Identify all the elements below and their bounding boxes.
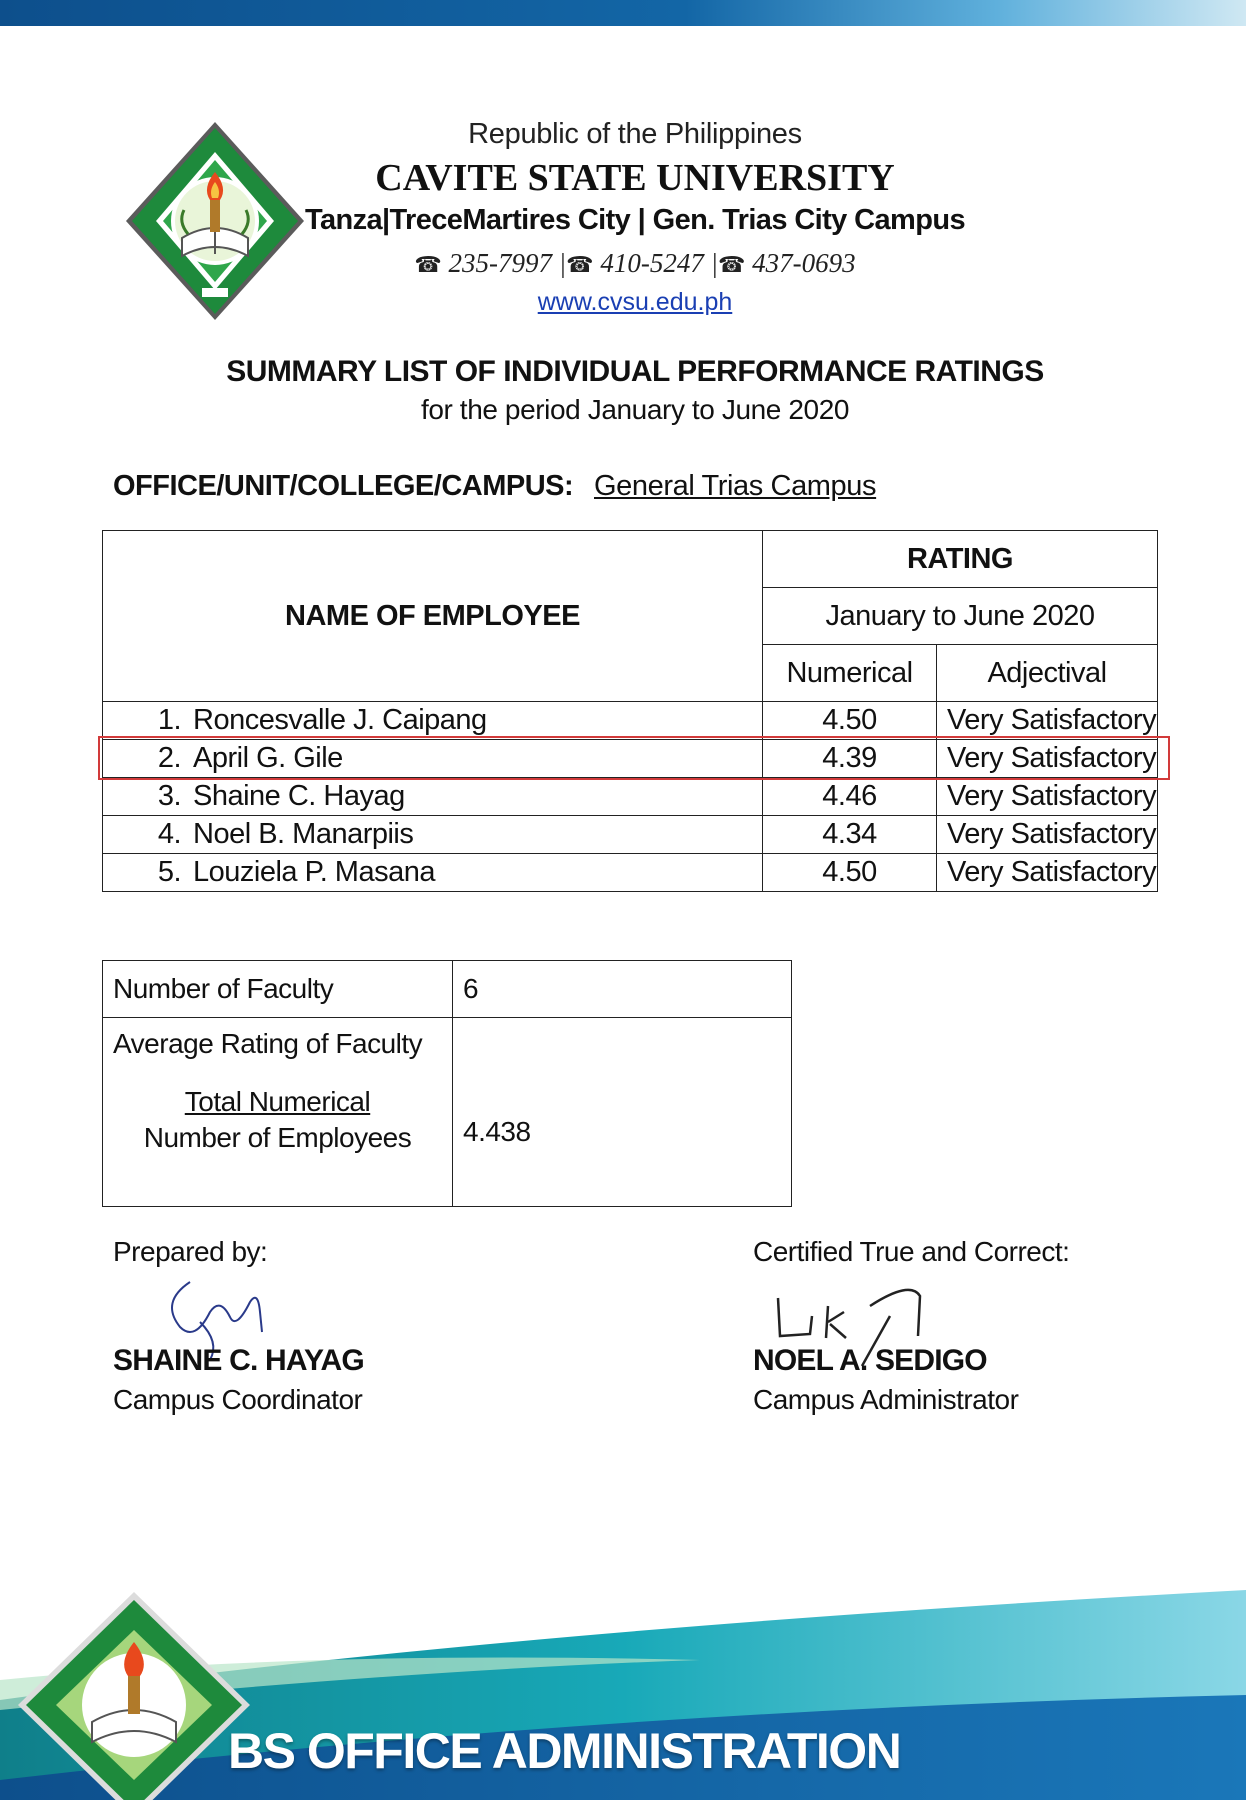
name-column-header: NAME OF EMPLOYEE: [103, 531, 763, 702]
office-value: General Trias Campus: [594, 470, 877, 502]
employee-name: Shaine C. Hayag: [193, 780, 405, 812]
numerical-rating: 4.50: [763, 854, 937, 892]
certified-by-name: NOEL A. SEDIGO: [753, 1344, 987, 1377]
table-row: [103, 778, 1158, 816]
country-heading: Republic of the Philippines: [468, 118, 802, 150]
prepared-by-label: Prepared by:: [113, 1236, 268, 1267]
numerical-column-header: Numerical: [763, 645, 937, 702]
numerical-rating: 4.34: [763, 816, 937, 854]
adjectival-rating: Very Satisfactory: [937, 854, 1158, 892]
employee-name: Roncesvalle J. Caipang: [193, 704, 487, 736]
office-label: OFFICE/UNIT/COLLEGE/CAMPUS:: [113, 470, 574, 502]
summary-table: [102, 960, 792, 1207]
program-name: BS OFFICE ADMINISTRATION: [228, 1723, 901, 1779]
phone-number: 235-7997: [448, 248, 552, 278]
formula-denominator: Number of Employees: [143, 1122, 412, 1153]
phone-icon: ☎: [566, 252, 594, 277]
adjectival-column-header: Adjectival: [937, 645, 1158, 702]
employee-name: Louziela P. Masana: [193, 856, 435, 888]
campus-list: Tanza|TreceMartires City | Gen. Trias City Campus: [305, 204, 965, 236]
employee-name: April G. Gile: [193, 742, 343, 774]
adjectival-rating: Very Satisfactory: [937, 740, 1158, 778]
phone-numbers: ☎ 235-7997 |☎ 410-5247 |☎ 437-0693: [414, 248, 856, 278]
document-period: for the period January to June 2020: [420, 394, 850, 425]
top-color-band: [0, 0, 1246, 26]
prepared-by-role: Campus Coordinator: [113, 1384, 363, 1415]
adjectival-rating: Very Satisfactory: [937, 816, 1158, 854]
rating-header: RATING: [763, 531, 1158, 588]
row-index: 5.: [157, 856, 181, 888]
ratings-table: [102, 530, 1158, 892]
university-seal-logo: [122, 118, 308, 324]
footer-seal-logo: [14, 1590, 262, 1800]
row-index: 4.: [157, 818, 181, 850]
row-index: 1.: [157, 704, 181, 736]
faculty-count-label: Number of Faculty: [103, 961, 453, 1018]
average-rating-value: 4.438: [453, 1018, 792, 1207]
average-formula: [113, 1084, 452, 1156]
average-rating-label: Average Rating of Faculty: [113, 1028, 423, 1059]
table-row: [103, 702, 1158, 740]
phone-number: 437-0693: [752, 248, 856, 278]
highlighted-row-box: [98, 736, 1170, 780]
formula-numerator: Total Numerical: [184, 1086, 371, 1117]
certified-label: Certified True and Correct:: [753, 1236, 1070, 1267]
adjectival-rating: Very Satisfactory: [937, 702, 1158, 740]
adjectival-rating: Very Satisfactory: [937, 778, 1158, 816]
row-index: 3.: [157, 780, 181, 812]
table-row: [103, 816, 1158, 854]
employee-name: Noel B. Manarpiis: [193, 818, 414, 850]
university-name: CAVITE STATE UNIVERSITY: [375, 157, 895, 199]
document-title: SUMMARY LIST OF INDIVIDUAL PERFORMANCE RATINGS: [226, 355, 1044, 388]
phone-icon: ☎: [414, 252, 442, 277]
numerical-rating: 4.46: [763, 778, 937, 816]
rating-period-header: January to June 2020: [763, 588, 1158, 645]
certified-by-role: Campus Administrator: [753, 1384, 1019, 1415]
website-link[interactable]: www.cvsu.edu.ph: [537, 288, 733, 316]
faculty-count-value: 6: [453, 961, 792, 1018]
average-rating-cell: [103, 1018, 453, 1207]
numerical-rating: 4.39: [763, 740, 937, 778]
table-row: [103, 854, 1158, 892]
prepared-by-name: SHAINE C. HAYAG: [113, 1344, 364, 1377]
numerical-rating: 4.50: [763, 702, 937, 740]
row-index: 2.: [157, 742, 181, 774]
phone-icon: ☎: [718, 252, 746, 277]
phone-number: 410-5247: [600, 248, 704, 278]
